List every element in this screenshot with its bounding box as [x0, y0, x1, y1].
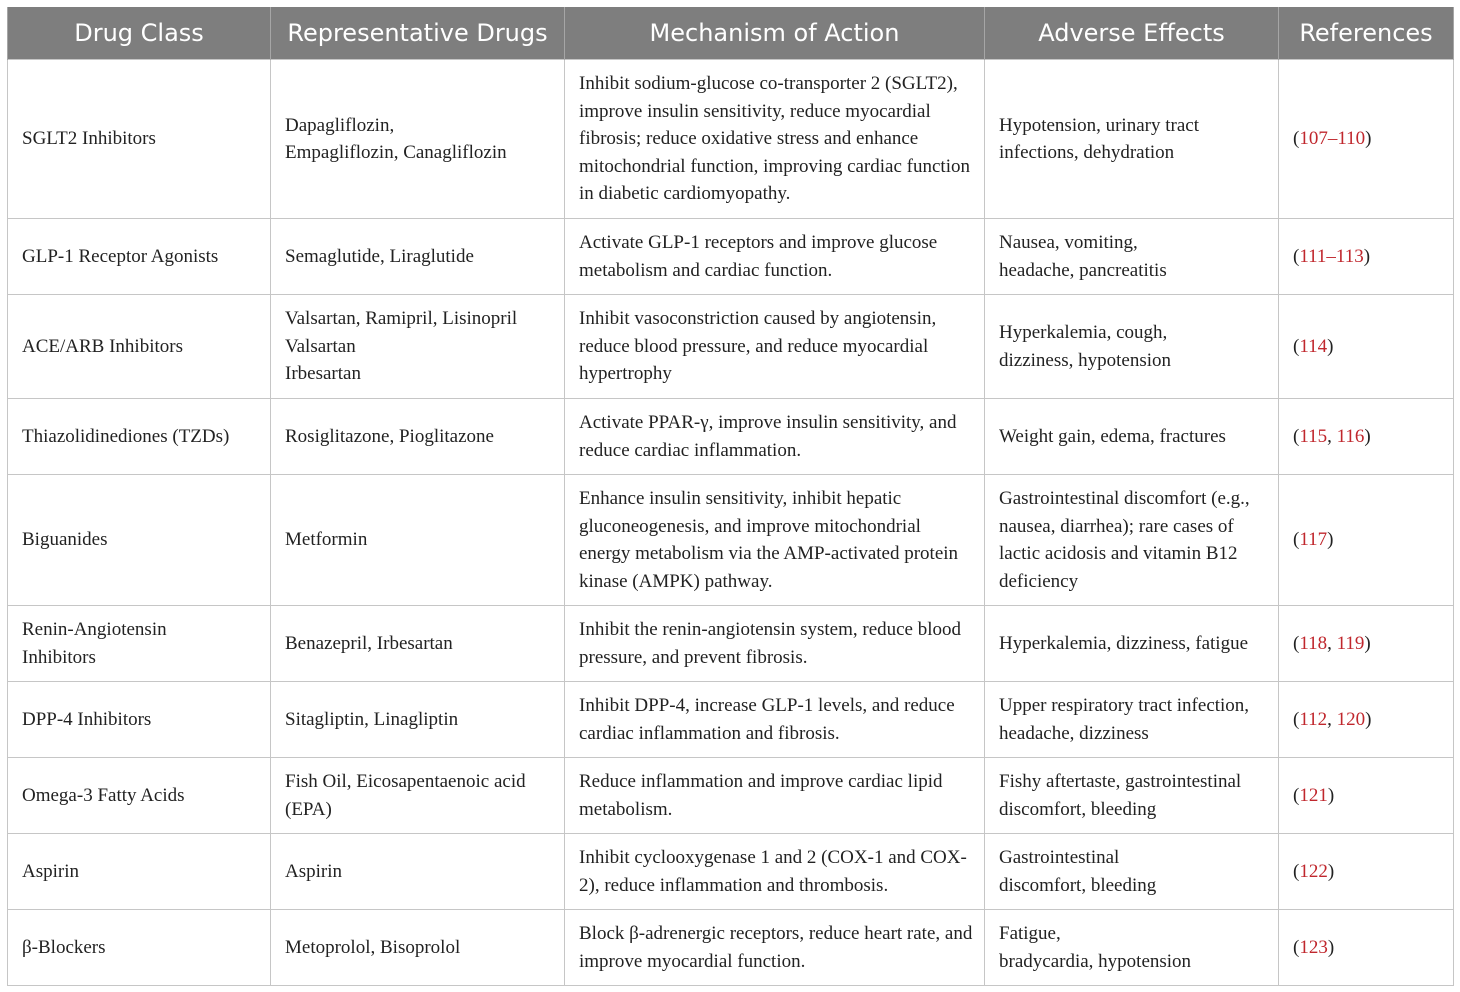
table-row — [8, 60, 1454, 219]
references-cell: (107–110) — [1279, 60, 1454, 219]
drug-class-cell: Omega-3 Fatty Acids — [8, 758, 271, 834]
reference-link[interactable]: 122 — [1299, 860, 1328, 882]
drug-class-cell: β-Blockers — [8, 910, 271, 986]
header-drug-class: Drug Class — [8, 7, 271, 60]
drug-class-cell: Renin-Angiotensin Inhibitors — [8, 606, 271, 682]
representative-drugs-cell: Benazepril, Irbesartan — [271, 606, 565, 682]
adverse-effects-cell: Gastrointestinal discomfort (e.g., nausea, diarrhea); rare cases of lactic acidosis and vitamin B12 deficiency — [985, 475, 1279, 606]
drug-class-cell: ACE/ARB Inhibitors — [8, 295, 271, 399]
drug-table — [7, 7, 1454, 986]
mechanism-cell: Inhibit the renin-angiotensin system, reduce blood pressure, and prevent fibrosis. — [565, 606, 985, 682]
reference-link[interactable]: 117 — [1299, 529, 1328, 551]
mechanism-cell: Inhibit cyclooxygenase 1 and 2 (COX-1 and COX-2), reduce inflammation and thrombosis. — [565, 834, 985, 910]
table-row — [8, 910, 1454, 986]
reference-link[interactable]: 107–110 — [1299, 128, 1366, 150]
adverse-effects-cell: Weight gain, edema, fractures — [985, 399, 1279, 475]
references-cell: (122) — [1279, 834, 1454, 910]
drug-class-cell: Aspirin — [8, 834, 271, 910]
references-cell: (111–113) — [1279, 219, 1454, 295]
references-cell: (114) — [1279, 295, 1454, 399]
drug-class-cell: GLP-1 Receptor Agonists — [8, 219, 271, 295]
mechanism-cell: Activate PPAR-γ, improve insulin sensitivity, and reduce cardiac inflammation. — [565, 399, 985, 475]
mechanism-cell: Block β-adrenergic receptors, reduce heart rate, and improve myocardial function. — [565, 910, 985, 986]
reference-link[interactable]: 111–113 — [1299, 245, 1364, 267]
references-cell: (123) — [1279, 910, 1454, 986]
header-representative-drugs: Representative Drugs — [271, 7, 565, 60]
reference-link[interactable]: 119 — [1336, 632, 1365, 654]
table-row — [8, 295, 1454, 399]
header-references: References — [1279, 7, 1454, 60]
representative-drugs-cell: Semaglutide, Liraglutide — [271, 219, 565, 295]
representative-drugs-cell: Rosiglitazone, Pioglitazone — [271, 399, 565, 475]
references-cell: (112, 120) — [1279, 682, 1454, 758]
table-row — [8, 758, 1454, 834]
adverse-effects-cell: Fatigue, bradycardia, hypotension — [985, 910, 1279, 986]
mechanism-cell: Inhibit vasoconstriction caused by angiotensin, reduce blood pressure, and reduce myocardial hypertrophy — [565, 295, 985, 399]
drug-class-cell: Thiazolidinediones (TZDs) — [8, 399, 271, 475]
mechanism-cell: Inhibit sodium-glucose co-transporter 2 (SGLT2), improve insulin sensitivity, reduce myocardial fibrosis; reduce oxidative stress and enhance mitochondrial function, improving cardiac function in diabetic cardiomyopathy. — [565, 60, 985, 219]
reference-link[interactable]: 120 — [1336, 708, 1366, 730]
reference-link[interactable]: 114 — [1299, 335, 1328, 357]
table-row — [8, 399, 1454, 475]
reference-link[interactable]: 112 — [1299, 708, 1328, 730]
header-adverse-effects: Adverse Effects — [985, 7, 1279, 60]
adverse-effects-cell: Hypotension, urinary tract infections, dehydration — [985, 60, 1279, 219]
mechanism-cell: Reduce inflammation and improve cardiac lipid metabolism. — [565, 758, 985, 834]
adverse-effects-cell: Hyperkalemia, cough, dizziness, hypotension — [985, 295, 1279, 399]
drug-class-cell: Biguanides — [8, 475, 271, 606]
representative-drugs-cell: Valsartan, Ramipril, Lisinopril Valsartan Irbesartan — [271, 295, 565, 399]
references-cell: (118, 119) — [1279, 606, 1454, 682]
references-cell: (115, 116) — [1279, 399, 1454, 475]
header-row — [8, 7, 1454, 60]
adverse-effects-cell: Upper respiratory tract infection, headache, dizziness — [985, 682, 1279, 758]
reference-link[interactable]: 118 — [1299, 632, 1328, 654]
drug-class-cell: DPP-4 Inhibitors — [8, 682, 271, 758]
reference-link[interactable]: 116 — [1336, 425, 1365, 447]
adverse-effects-cell: Fishy aftertaste, gastrointestinal discomfort, bleeding — [985, 758, 1279, 834]
representative-drugs-cell: Dapagliflozin, Empagliflozin, Canagliflozin — [271, 60, 565, 219]
drug-class-cell: SGLT2 Inhibitors — [8, 60, 271, 219]
references-cell: (121) — [1279, 758, 1454, 834]
representative-drugs-cell: Fish Oil, Eicosapentaenoic acid (EPA) — [271, 758, 565, 834]
table-row — [8, 606, 1454, 682]
table-row — [8, 219, 1454, 295]
mechanism-cell: Inhibit DPP-4, increase GLP-1 levels, and reduce cardiac inflammation and fibrosis. — [565, 682, 985, 758]
mechanism-cell: Activate GLP-1 receptors and improve glucose metabolism and cardiac function. — [565, 219, 985, 295]
reference-link[interactable]: 115 — [1299, 425, 1328, 447]
header-mechanism: Mechanism of Action — [565, 7, 985, 60]
reference-link[interactable]: 121 — [1299, 784, 1328, 806]
table-row — [8, 682, 1454, 758]
representative-drugs-cell: Aspirin — [271, 834, 565, 910]
adverse-effects-cell: Gastrointestinal discomfort, bleeding — [985, 834, 1279, 910]
adverse-effects-cell: Hyperkalemia, dizziness, fatigue — [985, 606, 1279, 682]
representative-drugs-cell: Sitagliptin, Linagliptin — [271, 682, 565, 758]
reference-link[interactable]: 123 — [1299, 936, 1328, 958]
table-row — [8, 475, 1454, 606]
adverse-effects-cell: Nausea, vomiting, headache, pancreatitis — [985, 219, 1279, 295]
representative-drugs-cell: Metformin — [271, 475, 565, 606]
references-cell: (117) — [1279, 475, 1454, 606]
table-row — [8, 834, 1454, 910]
representative-drugs-cell: Metoprolol, Bisoprolol — [271, 910, 565, 986]
mechanism-cell: Enhance insulin sensitivity, inhibit hepatic gluconeogenesis, and improve mitochondrial energy metabolism via the AMP-activated protein kinase (AMPK) pathway. — [565, 475, 985, 606]
